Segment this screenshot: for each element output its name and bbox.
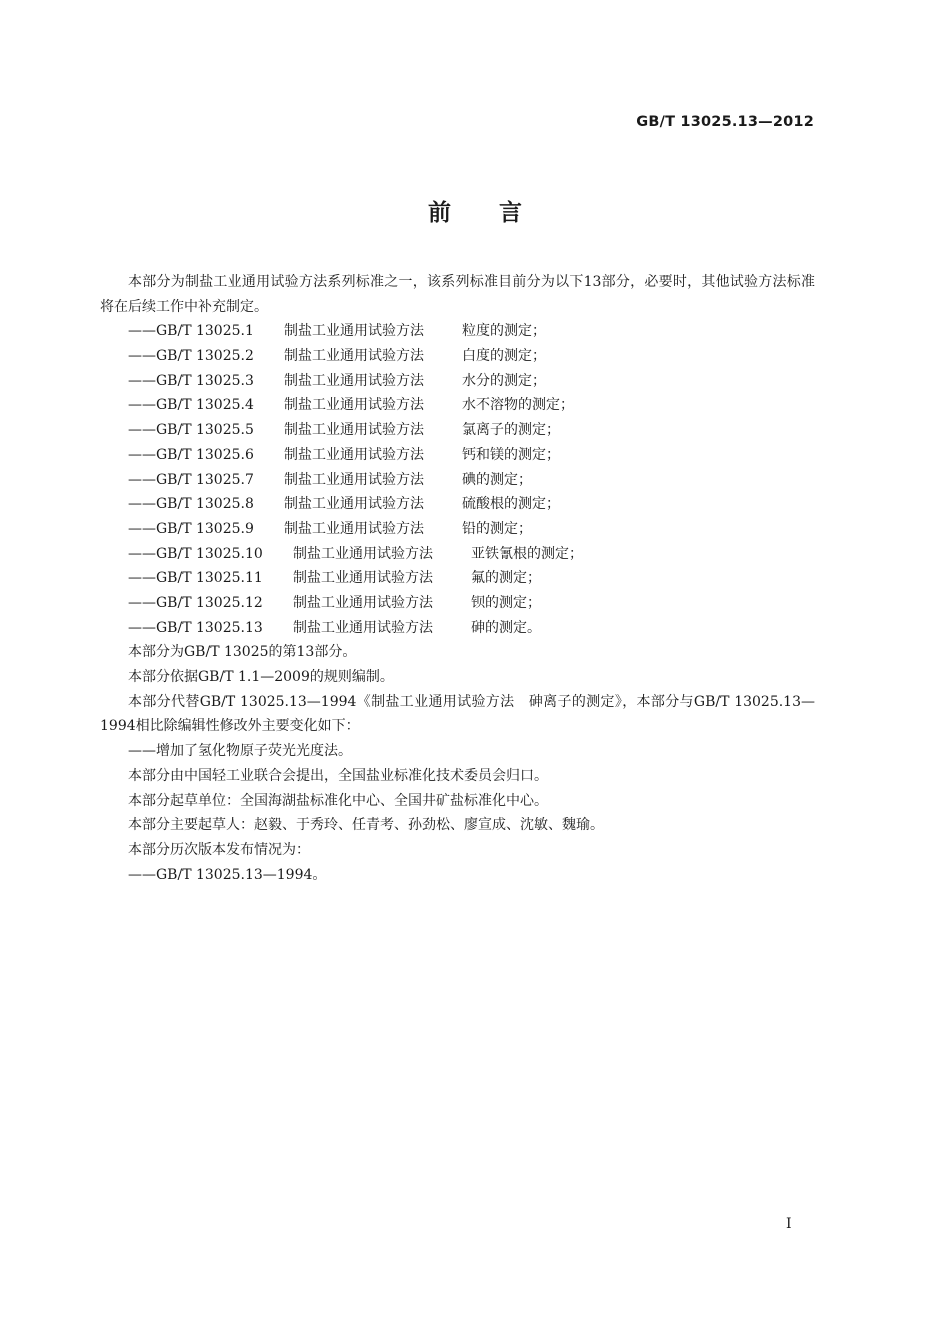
- drafting-rules-paragraph: 本部分依据GB/T 1.1—2009的规则编制。: [128, 669, 394, 686]
- drafting-units-paragraph: 本部分起草单位：全国海湖盐标准化中心、全国井矿盐标准化中心。: [128, 792, 548, 809]
- intro-paragraph: 本部分为制盐工业通用试验方法系列标准之一，该系列标准目前分为以下13部分，必要时，其他试验方法标准将在后续工作中补充制定。: [100, 274, 815, 315]
- part-item: 铅的测定；: [462, 520, 532, 537]
- list-item: [100, 443, 815, 468]
- part-item: 碘的测定；: [462, 471, 532, 488]
- part-item: 亚铁氰根的测定；: [471, 545, 583, 562]
- list-item: [100, 591, 815, 616]
- standard-number: GB/T 13025.13—2012: [636, 114, 814, 130]
- drafters-paragraph: 本部分主要起草人：赵毅、于秀玲、任青考、孙劲松、廖宣成、沈敏、魏瑜。: [128, 817, 604, 834]
- part-code: ——GB/T 13025.3: [128, 372, 254, 389]
- list-item: [100, 468, 815, 493]
- list-item: [100, 369, 815, 394]
- part-method: 制盐工业通用试验方法: [293, 594, 433, 611]
- part-code: ——GB/T 13025.7: [128, 471, 254, 488]
- part-method: 制盐工业通用试验方法: [284, 372, 424, 389]
- part-code: ——GB/T 13025.9: [128, 520, 254, 537]
- part-item: 钙和镁的测定；: [462, 446, 560, 463]
- list-item: [100, 616, 815, 641]
- change-item: ——增加了氢化物原子荧光光度法。: [128, 743, 352, 760]
- part-method: 制盐工业通用试验方法: [284, 397, 424, 414]
- part-item: 氯离子的测定；: [462, 422, 560, 439]
- part-code: ——GB/T 13025.1: [128, 323, 254, 340]
- part-of-paragraph: 本部分为GB/T 13025的第13部分。: [128, 644, 357, 661]
- parts-list: [100, 319, 815, 640]
- part-item: 钡的测定；: [471, 594, 541, 611]
- part-code: ——GB/T 13025.12: [128, 594, 263, 611]
- part-item: 水分的测定；: [462, 372, 546, 389]
- part-item: 氟的测定；: [471, 570, 541, 587]
- part-method: 制盐工业通用试验方法: [293, 545, 433, 562]
- part-item: 砷的测定。: [471, 619, 541, 636]
- part-method: 制盐工业通用试验方法: [293, 619, 433, 636]
- part-method: 制盐工业通用试验方法: [293, 570, 433, 587]
- part-code: ——GB/T 13025.8: [128, 496, 254, 513]
- part-code: ——GB/T 13025.11: [128, 570, 263, 587]
- part-method: 制盐工业通用试验方法: [284, 496, 424, 513]
- part-code: ——GB/T 13025.4: [128, 397, 254, 414]
- part-method: 制盐工业通用试验方法: [284, 471, 424, 488]
- part-item: 硫酸根的测定；: [462, 496, 560, 513]
- page-number: I: [786, 1216, 792, 1232]
- list-item: [100, 319, 815, 344]
- list-item: [100, 542, 815, 567]
- list-item: [100, 566, 815, 591]
- document-body: [100, 270, 815, 887]
- part-method: 制盐工业通用试验方法: [284, 520, 424, 537]
- part-item: 水不溶物的测定；: [462, 397, 574, 414]
- list-item: [100, 344, 815, 369]
- part-code: ——GB/T 13025.13: [128, 619, 263, 636]
- part-method: 制盐工业通用试验方法: [284, 422, 424, 439]
- list-item: [100, 393, 815, 418]
- part-method: 制盐工业通用试验方法: [284, 323, 424, 340]
- part-code: ——GB/T 13025.2: [128, 348, 254, 365]
- history-item: ——GB/T 13025.13—1994。: [128, 866, 327, 883]
- page-title: 前言: [428, 200, 570, 226]
- list-item: [100, 492, 815, 517]
- part-method: 制盐工业通用试验方法: [284, 348, 424, 365]
- part-code: ——GB/T 13025.6: [128, 446, 254, 463]
- list-item: [100, 418, 815, 443]
- history-intro-paragraph: 本部分历次版本发布情况为：: [128, 841, 310, 858]
- part-item: 白度的测定；: [462, 348, 546, 365]
- part-code: ——GB/T 13025.10: [128, 545, 263, 562]
- replaces-paragraph: 本部分代替GB/T 13025.13—1994《制盐工业通用试验方法 砷离子的测定》，本部分与GB/T 13025.13—1994相比除编辑性修改外主要变化如下：: [100, 693, 815, 735]
- part-method: 制盐工业通用试验方法: [284, 446, 424, 463]
- proposed-by-paragraph: 本部分由中国轻工业联合会提出，全国盐业标准化技术委员会归口。: [128, 767, 548, 784]
- part-item: 粒度的测定；: [462, 323, 546, 340]
- part-code: ——GB/T 13025.5: [128, 422, 254, 439]
- list-item: [100, 517, 815, 542]
